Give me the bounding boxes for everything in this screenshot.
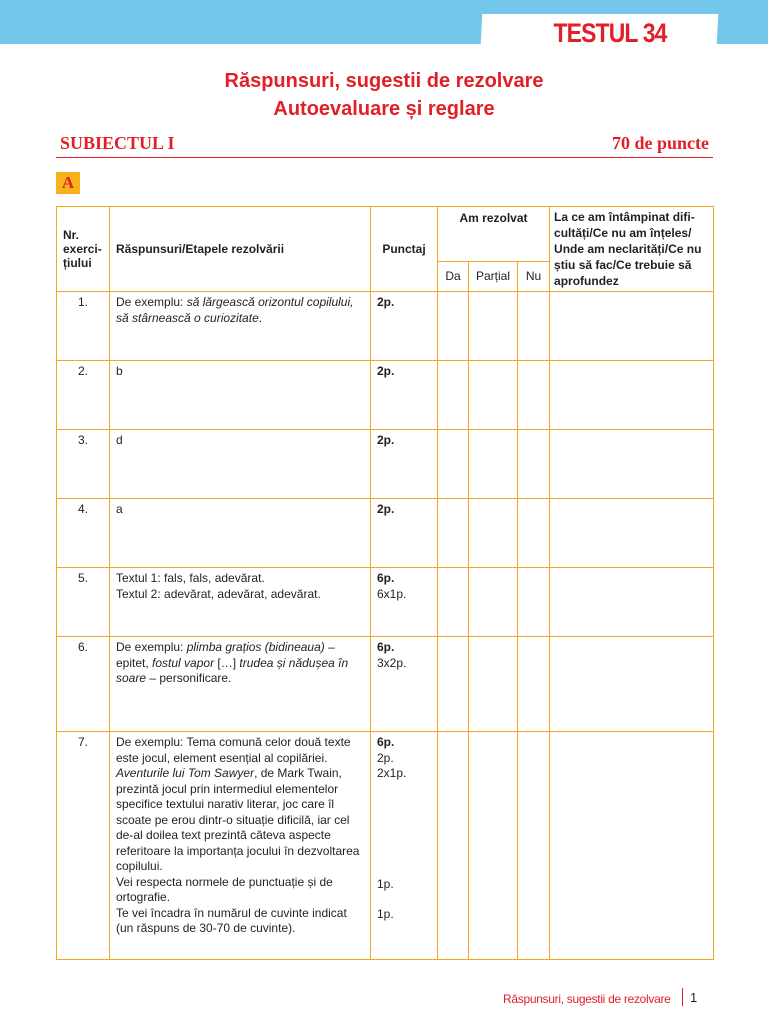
row-answer: De exemplu: să lărgească orizontul copilului, să stârnească o curiozitate. (110, 292, 371, 361)
checkbox-partial[interactable] (469, 637, 518, 732)
checkbox-yes[interactable] (438, 361, 469, 430)
table-row (57, 568, 714, 637)
checkbox-partial[interactable] (469, 430, 518, 499)
header-partial: Parțial (469, 261, 518, 291)
checkbox-no[interactable] (518, 732, 550, 960)
row-number: 4. (57, 499, 110, 568)
checkbox-partial[interactable] (469, 292, 518, 361)
table-row (57, 637, 714, 732)
table-row (57, 430, 714, 499)
checkbox-no[interactable] (518, 568, 550, 637)
part-badge: A (56, 172, 80, 194)
checkbox-partial[interactable] (469, 732, 518, 960)
difficulty-notes[interactable] (550, 732, 714, 960)
page-subtitle: Autoevaluare și reglare (273, 98, 495, 120)
header-no: Nu (518, 261, 550, 291)
checkbox-yes[interactable] (438, 499, 469, 568)
checkbox-yes[interactable] (438, 732, 469, 960)
table-row (57, 292, 714, 361)
footer-divider (682, 988, 683, 1006)
row-score: 6p. 2p. 2x1p. 1p. 1p. (371, 732, 438, 960)
section-divider (56, 157, 713, 158)
checkbox-yes[interactable] (438, 430, 469, 499)
header-nr: Nr. exerci- țiului (57, 207, 110, 292)
row-answer: Textul 1: fals, fals, adevărat. Textul 2: adevărat, adevărat, adevărat. (110, 568, 371, 637)
footer-label: Răspunsuri, sugestii de rezolvare (503, 992, 671, 1006)
checkbox-no[interactable] (518, 430, 550, 499)
checkbox-no[interactable] (518, 361, 550, 430)
checkbox-no[interactable] (518, 637, 550, 732)
checkbox-yes[interactable] (438, 568, 469, 637)
table-row (57, 499, 714, 568)
row-answer: b (110, 361, 371, 430)
row-score: 6p. 3x2p. (371, 637, 438, 732)
section-title: SUBIECTUL I (60, 133, 175, 153)
header-yes: Da (438, 261, 469, 291)
section-points: 70 de puncte (611, 133, 709, 153)
header-solved: Am rezolvat (438, 207, 550, 262)
row-number: 6. (57, 637, 110, 732)
difficulty-notes[interactable] (550, 292, 714, 361)
table-row (57, 361, 714, 430)
row-number: 2. (57, 361, 110, 430)
row-score: 2p. (371, 430, 438, 499)
row-score: 6p. 6x1p. (371, 568, 438, 637)
page-number: 1 (690, 990, 698, 1005)
page-title: Răspunsuri, sugestii de rezolvare (224, 70, 544, 92)
test-title: TESTUL 34 (553, 18, 667, 48)
row-score: 2p. (371, 292, 438, 361)
checkbox-no[interactable] (518, 292, 550, 361)
checkbox-no[interactable] (518, 499, 550, 568)
checkbox-partial[interactable] (469, 499, 518, 568)
row-answer: a (110, 499, 371, 568)
checkbox-partial[interactable] (469, 361, 518, 430)
header-score: Punctaj (371, 207, 438, 292)
checkbox-yes[interactable] (438, 637, 469, 732)
table-row (57, 732, 714, 960)
difficulty-notes[interactable] (550, 637, 714, 732)
checkbox-partial[interactable] (469, 568, 518, 637)
difficulty-notes[interactable] (550, 499, 714, 568)
difficulty-notes[interactable] (550, 430, 714, 499)
row-number: 1. (57, 292, 110, 361)
row-number: 3. (57, 430, 110, 499)
row-score: 2p. (371, 361, 438, 430)
row-answer: De exemplu: Tema comună celor două texte este jocul, element esențial al copilăriei. Aventurile lui Tom Sawyer, de Mark Twain, prezintă jocul prin intermediul elementelor specifice textului narativ literar, joc care îl scoate pe erou dintr-o situație dificilă, iar cel de-al doilea text prezintă câteva aspecte referitoare la importanța jocului în dezvoltarea copilului. Vei respecta normele de punctuație și de ortografie. Te vei încadra în numărul de cuvinte indicat (un răspuns de 30-70 de cuvinte). (110, 732, 371, 960)
checkbox-yes[interactable] (438, 292, 469, 361)
row-answer: De exemplu: plimba grațios (bidineaua) – epitet, fostul vapor […] trudea și nădușea în soare – personificare. (110, 637, 371, 732)
header-difficulties: La ce am întâmpinat difi- cultăți/Ce nu am înțeles/ Unde am neclarități/Ce nu știu să fac/Ce trebuie să aprofundez (550, 207, 714, 292)
row-answer: d (110, 430, 371, 499)
difficulty-notes[interactable] (550, 361, 714, 430)
row-score: 2p. (371, 499, 438, 568)
row-number: 7. (57, 732, 110, 960)
difficulty-notes[interactable] (550, 568, 714, 637)
header-answers: Răspunsuri/Etapele rezolvării (110, 207, 371, 292)
row-number: 5. (57, 568, 110, 637)
self-assessment-table (56, 206, 714, 960)
